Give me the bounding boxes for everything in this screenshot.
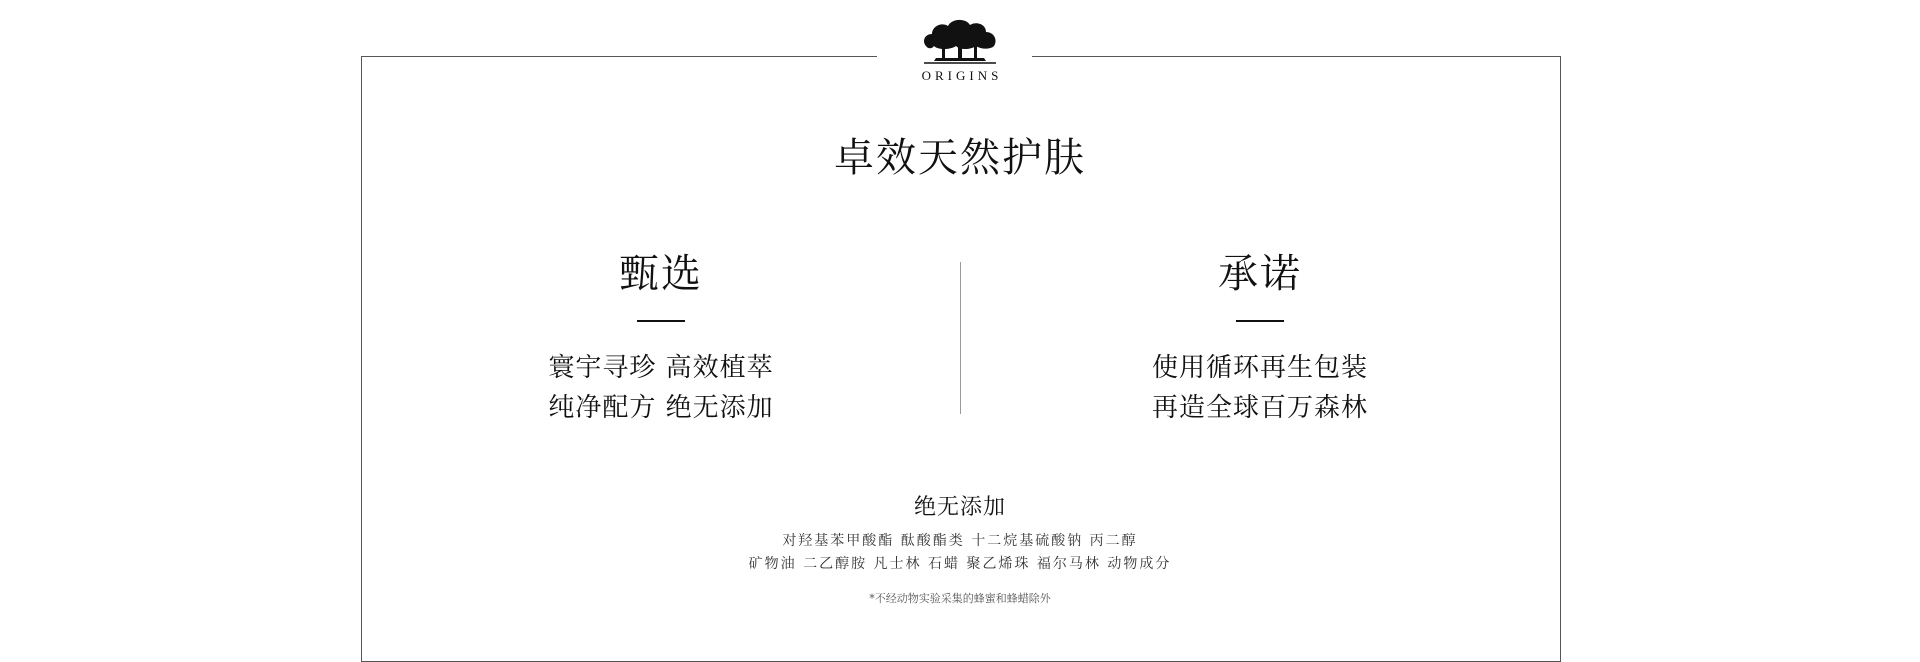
column-title: 承诺 [1218,251,1302,297]
column-promise [1060,246,1460,428]
tree-icon [920,16,1000,66]
column-title: 甄选 [619,251,703,297]
column-divider [960,262,961,414]
footnote: *不经动物实验采集的蜂蜜和蜂蜡除外 [869,592,1051,605]
ingredient-line: 对羟基苯甲酸酯 酞酸酯类 十二烷基硫酸钠 丙二醇 [782,533,1138,549]
title-underline [1236,320,1284,322]
free-from-title: 绝无添加 [913,495,1006,520]
logo-wordmark: ORIGINS [921,68,1003,83]
free-from-list [0,530,1920,576]
column-line: 使用循环再生包装 [1151,353,1368,383]
column-line: 寰宇寻珍 高效植萃 [548,353,774,383]
ingredient-line: 矿物油 二乙醇胺 凡士林 石蜡 聚乙烯珠 福尔马林 动物成分 [748,556,1172,572]
column-selection [461,246,861,428]
origins-logo[interactable] [900,16,1020,84]
title-underline [637,320,685,322]
page-headline: 卓效天然护肤 [834,135,1086,181]
column-line: 纯净配方 绝无添加 [548,393,774,423]
column-line: 再造全球百万森林 [1151,393,1368,423]
